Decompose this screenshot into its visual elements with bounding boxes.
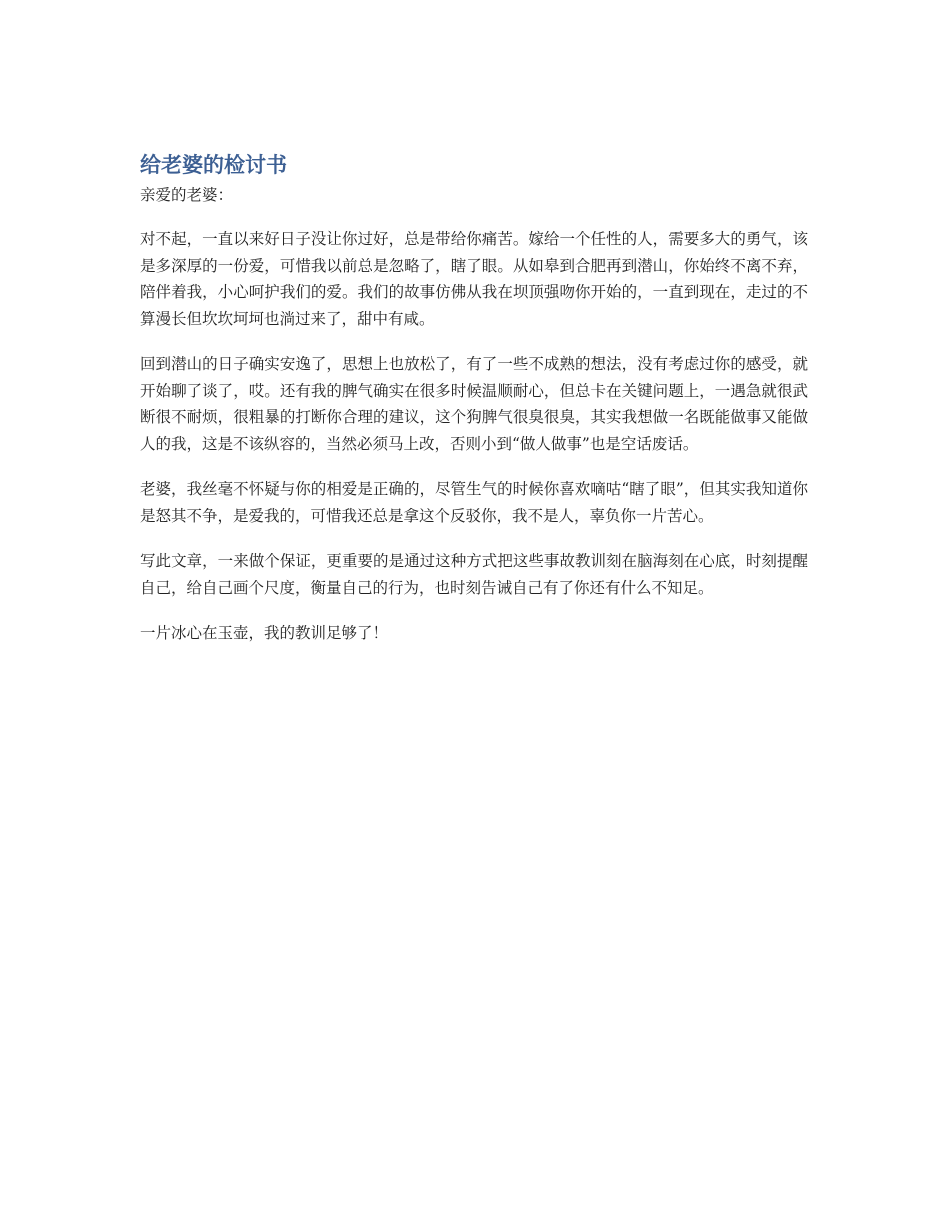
salutation: 亲爱的老婆： <box>140 186 234 204</box>
document-title: 给老婆的检讨书 <box>140 153 287 177</box>
document-page <box>140 150 808 666</box>
paragraph-4: 写此文章，一来做个保证，更重要的是通过这种方式把这些事故教训刻在脑海刻在心底，时刻提醒自己，给自己画个尺度，衡量自己的行为，也时刻告诫自己有了你还有什么不知足。 <box>140 552 808 597</box>
paragraph-2: 回到潜山的日子确实安逸了，思想上也放松了，有了一些不成熟的想法，没有考虑过你的感受，就开始聊了谈了，哎。还有我的脾气确实在很多时候温顺耐心，但总卡在关键问题上，一遇急就很武断很不耐烦，很粗暴的打断你合理的建议，这个狗脾气很臭很臭，其实我想做一名既能做事又能做人的我，这是不该纵容的，当然必须马上改，否则小到“做人做事”也是空话废话。 <box>140 355 808 453</box>
paragraph-3: 老婆，我丝毫不怀疑与你的相爱是正确的，尽管生气的时候你喜欢嘀咕“瞎了眼”，但其实我知道你是怒其不争，是爱我的，可惜我还总是拿这个反驳你，我不是人，辜负你一片苦心。 <box>140 480 808 525</box>
paragraph-5: 一片冰心在玉壶，我的教训足够了！ <box>140 624 389 642</box>
paragraph-1: 对不起，一直以来好日子没让你过好，总是带给你痛苦。嫁给一个任性的人，需要多大的勇气，该是多深厚的一份爱，可惜我以前总是忽略了，瞎了眼。从如皋到合肥再到潜山，你始终不离不弃，陪伴着我，小心呵护我们的爱。我们的故事仿佛从我在坝顶强吻你开始的，一直到现在，走过的不算漫长但坎坎坷坷也淌过来了，甜中有咸。 <box>140 230 808 328</box>
